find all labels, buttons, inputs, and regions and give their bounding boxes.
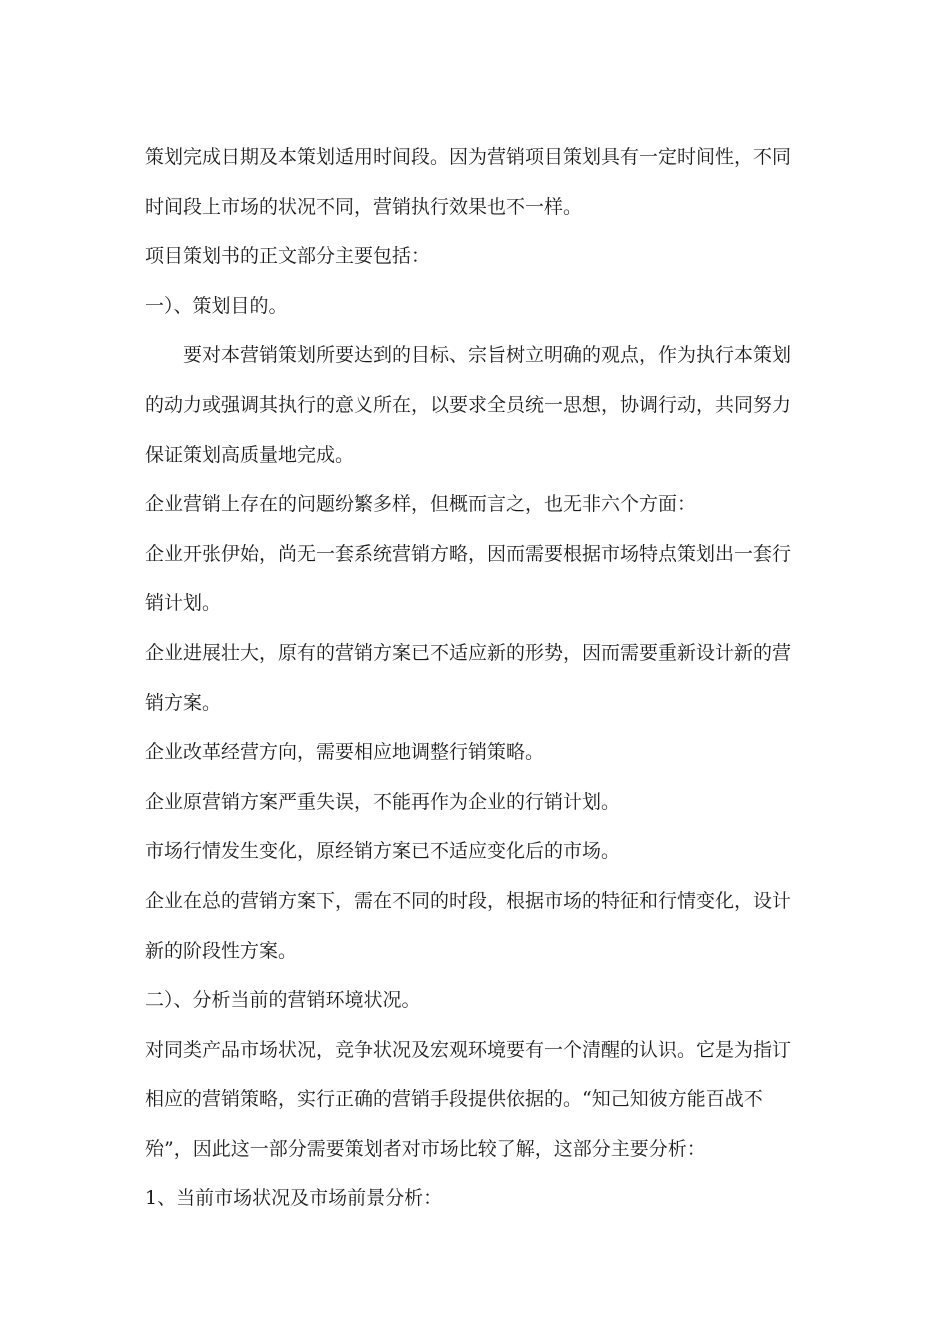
paragraph-purpose: 要对本营销策划所要达到的目标、宗旨树立明确的观点，作为执行本策划的动力或强调其执行的意义所在，以要求全员统一思想，协调行动，共同努力保证策划高质量地完成。: [145, 344, 792, 466]
list-item-aspect-3: 企业改革经营方向，需要相应地调整行销策略。: [145, 741, 545, 764]
list-item-aspect-1: 企业开张伊始，尚无一套系统营销方略，因而需要根据市场特点策划出一套行销计划。: [145, 542, 792, 615]
list-item-aspect-4: 企业原营销方案严重失误，不能再作为企业的行销计划。: [145, 790, 621, 813]
list-item-aspect-6: 企业在总的营销方案下，需在不同的时段，根据市场的特征和行情变化，设计新的阶段性方案。: [145, 889, 792, 962]
heading-subsection-1: 1、当前市场状况及市场前景分析：: [145, 1187, 443, 1210]
list-item-aspect-5: 市场行情发生变化，原经销方案已不适应变化后的市场。: [145, 840, 621, 863]
paragraph-environment-analysis: 对同类产品市场状况，竞争状况及宏观环境要有一个清醒的认识。它是为指订相应的营销策略，实行正确的营销手段提供依据的。“知己知彼方能百战不殆”，因此这一部分需要策划者对市场比较了解，这部分主要分析：: [145, 1038, 792, 1160]
paragraph-timeframe: 策划完成日期及本策划适用时间段。因为营销项目策划具有一定时间性，不同时间段上市场的状况不同，营销执行效果也不一样。: [145, 146, 792, 218]
heading-section-1: 一）、策划目的。: [145, 294, 288, 317]
paragraph-main-content-intro: 项目策划书的正文部分主要包括：: [145, 245, 431, 268]
heading-section-2: 二）、分析当前的营销环境状况。: [145, 989, 421, 1012]
paragraph-six-aspects-intro: 企业营销上存在的问题纷繁多样，但概而言之，也无非六个方面：: [145, 493, 697, 516]
document-body: [145, 133, 800, 1224]
list-item-aspect-2: 企业进展壮大，原有的营销方案已不适应新的形势，因而需要重新设计新的营销方案。: [145, 641, 792, 714]
